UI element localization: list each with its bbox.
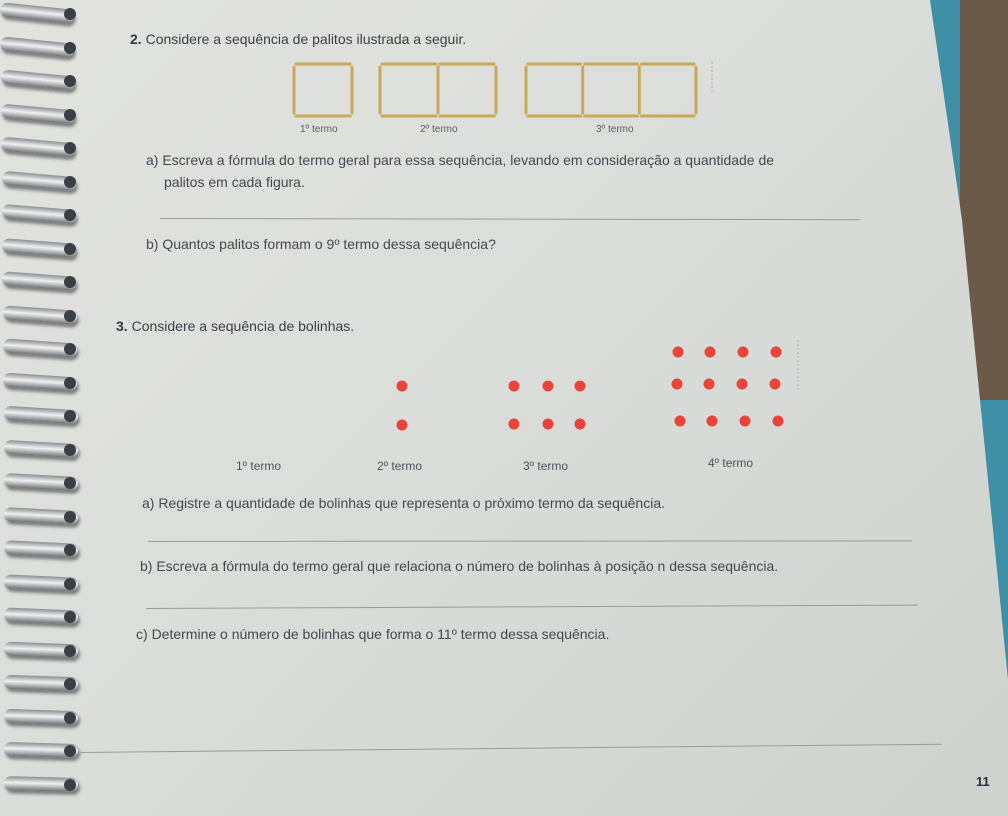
q3c-label: c) [136,626,148,642]
q3c-line [136,626,609,642]
red-dot [397,420,408,431]
red-dot [397,381,408,392]
q3b-text: Escreva a fórmula do termo geral que relaciona o número de bolinhas à posição n dessa sequência. [156,558,779,574]
red-dot [770,379,781,390]
red-dot [738,347,749,358]
q2-caption-1: 1º termo [300,124,338,135]
q3b-line [140,558,778,574]
q3-title: Considere a sequência de bolinhas. [131,318,355,334]
red-dot [705,347,716,358]
red-dot [509,419,520,430]
red-dot [707,416,718,427]
red-dot [740,416,751,427]
page-number: 11 [976,774,990,789]
red-dot [704,379,715,390]
q3a-line [142,495,665,511]
q2b-text: Quantos palitos formam o 9º termo dessa sequência? [162,236,496,252]
red-dot [672,379,683,390]
q3c-text: Determine o número de bolinhas que forma o 11º termo dessa sequência. [151,626,610,642]
q3-caption-3: 3º termo [523,459,569,473]
red-dot [771,347,782,358]
q3-caption-2: 2º termo [377,459,423,473]
red-dot [773,416,784,427]
red-dot [575,419,586,430]
q2a-label: a) [146,152,159,168]
q2a-line1 [146,152,774,168]
matchstick-figures [294,64,696,116]
q2-caption-2: 2º termo [420,124,458,135]
q3-caption-4: 4º termo [708,456,754,470]
q3a-label: a) [142,495,155,511]
q2b-line [146,236,496,252]
red-dot [509,381,520,392]
q2b-label: b) [146,236,159,252]
q3-number: 3. [116,318,128,334]
red-dot [543,419,554,430]
red-dot [737,379,748,390]
q2a-text-1: Escreva a fórmula do termo geral para essa sequência, levando em consideração a quantidade de [162,152,775,168]
q3-heading [116,318,354,334]
q3a-text: Registre a quantidade de bolinhas que representa o próximo termo da sequência. [158,495,666,511]
q3-caption-1: 1º termo [236,459,282,473]
q3b-label: b) [140,558,153,574]
q2-title: Considere a sequência de palitos ilustrada a seguir. [145,31,467,47]
q2-caption-3: 3º termo [596,124,634,135]
q2a-text-2: palitos em cada figura. [164,174,305,190]
red-dot [575,381,586,392]
q2-heading [130,31,466,47]
red-dot [673,347,684,358]
red-dot [543,381,554,392]
q2-number: 2. [130,31,142,47]
red-dot [675,416,686,427]
